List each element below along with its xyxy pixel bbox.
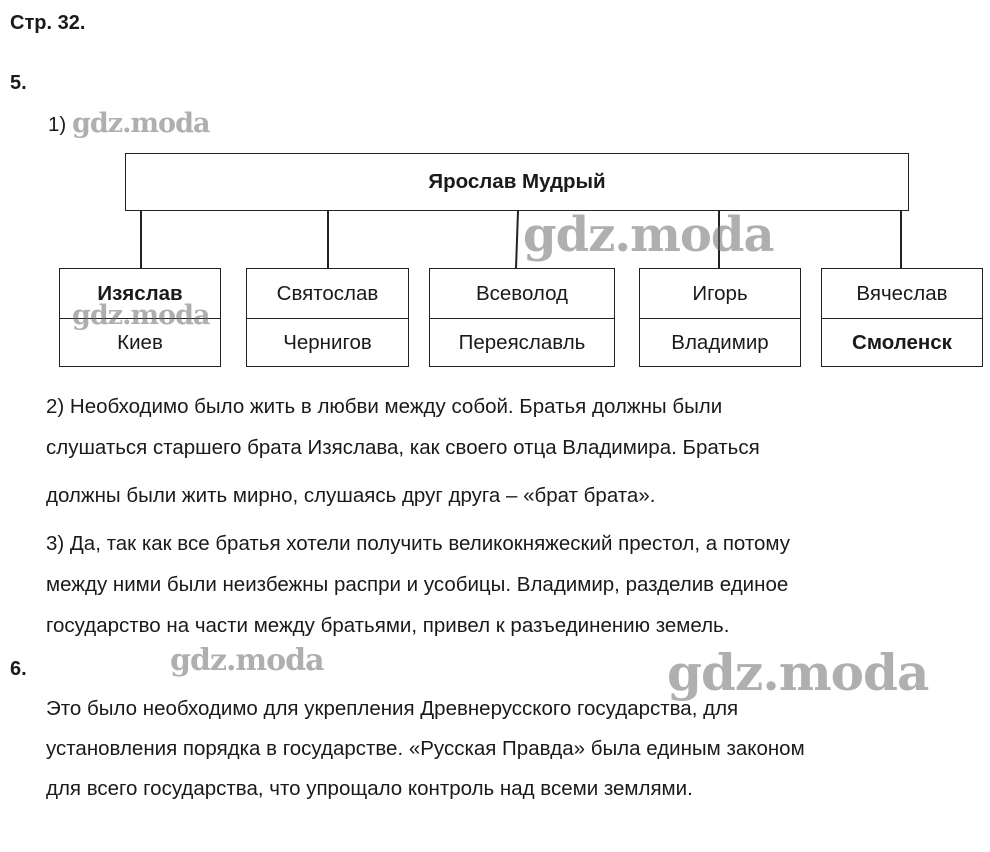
answer-line: 3) Да, так как все братья хотели получить великокняжеский престол, а потому [46, 532, 791, 555]
tree-child-box [429, 268, 615, 367]
answer-line: должны были жить мирно, слушаясь друг друга – «брат брата». [46, 484, 656, 507]
child-name: Изяслав [60, 269, 220, 319]
child-name: Святослав [247, 269, 408, 319]
child-city: Чернигов [283, 330, 372, 354]
child-city: Владимир [671, 330, 769, 354]
child-city: Переяславль [458, 330, 586, 354]
watermark: gdz.moda [523, 207, 774, 263]
task-5-number: 5. [10, 72, 27, 94]
part-1-label: 1) [48, 113, 67, 136]
child-city: Киев [117, 330, 163, 354]
tree-child-box [821, 268, 983, 367]
child-name: Всеволод [430, 269, 614, 319]
tree-root-box [125, 153, 909, 211]
tree-connector [515, 211, 519, 269]
answer-line: государство на части между братьями, привел к разъединению земель. [46, 614, 730, 637]
page-header: Стр. 32. [10, 12, 86, 34]
answer-line: между ними были неизбежны распри и усобицы. Владимир, разделив единое [46, 573, 789, 596]
answer-line: установления порядка в государстве. «Русская Правда» была единым законом [46, 737, 805, 760]
answer-line: Это было необходимо для укрепления Древнерусского государства, для [46, 697, 739, 720]
tree-root-label: Ярослав Мудрый [428, 170, 606, 193]
tree-child-box [246, 268, 409, 367]
child-name: Игорь [640, 269, 800, 319]
child-name: Вячеслав [822, 269, 982, 319]
tree-child-box [639, 268, 801, 367]
tree-connector [140, 211, 142, 269]
watermark: gdz.moda [667, 643, 929, 702]
watermark: gdz.moda [72, 108, 210, 139]
task-6-number: 6. [10, 658, 27, 680]
tree-connector [327, 211, 329, 269]
answer-line: слушаться старшего брата Изяслава, как своего отца Владимира. Браться [46, 436, 760, 459]
tree-connector [900, 211, 902, 269]
watermark: gdz.moda [72, 300, 210, 331]
child-city: Смоленск [852, 330, 952, 354]
watermark: gdz.moda [170, 643, 324, 678]
answer-line: 2) Необходимо было жить в любви между собой. Братья должны были [46, 395, 723, 418]
answer-line: для всего государства, что упрощало контроль над всеми землями. [46, 777, 693, 800]
